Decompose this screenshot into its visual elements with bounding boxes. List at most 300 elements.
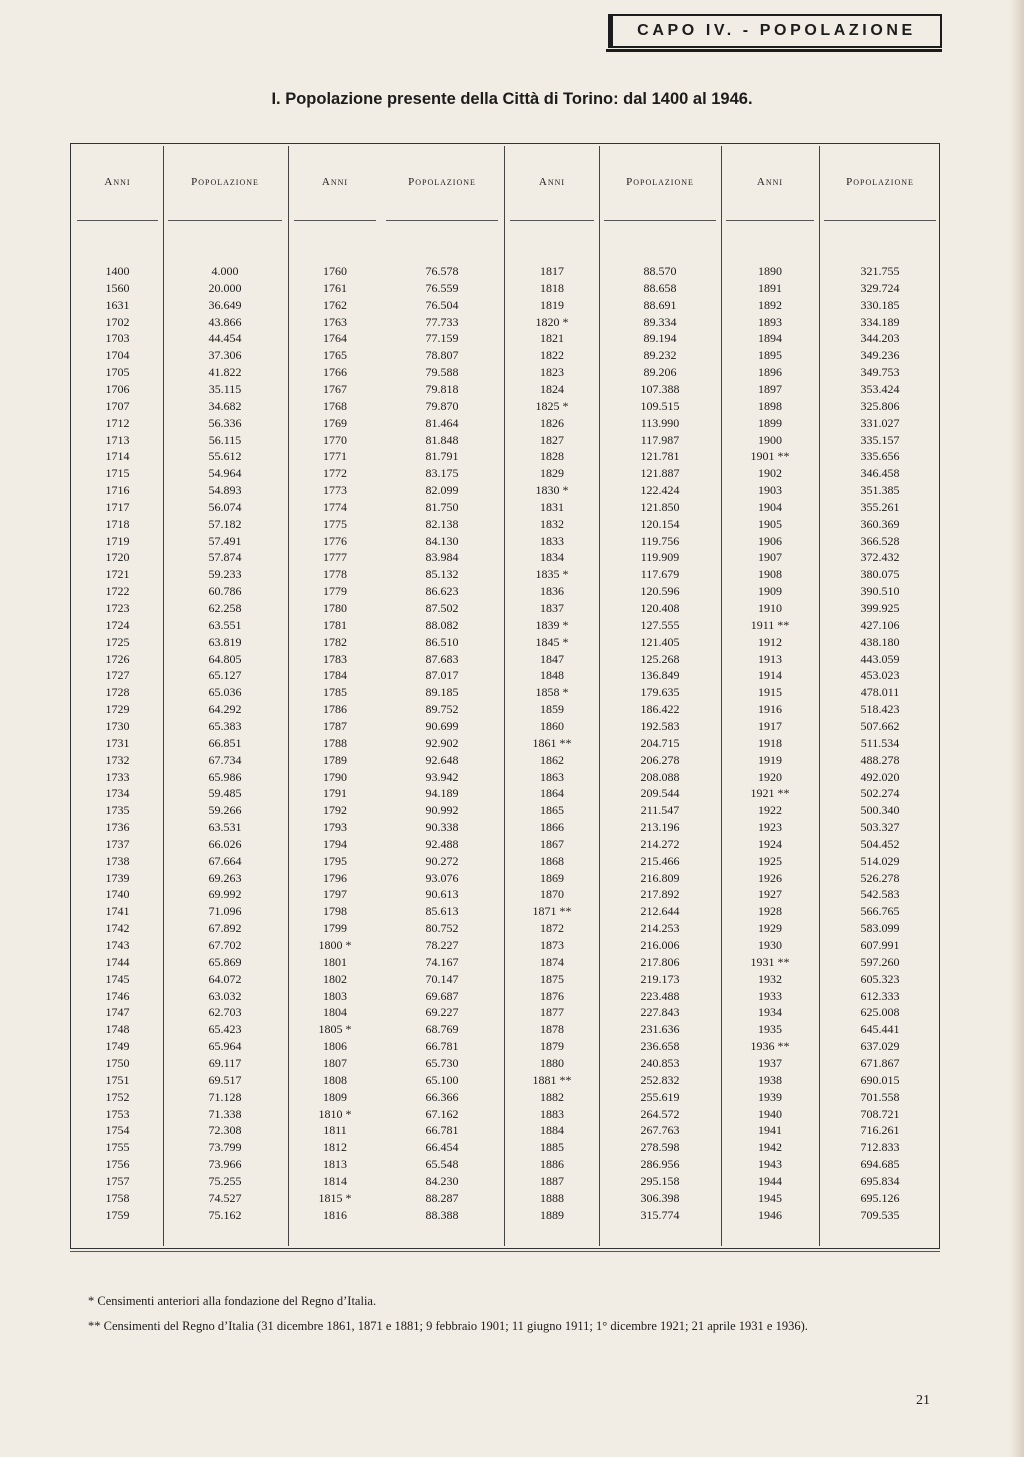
population-cell: 82.138 (425, 516, 459, 531)
population-cell: 68.769 (425, 1022, 459, 1037)
population-cell: 216.809 (640, 870, 680, 885)
year-cell: 1816 (323, 1207, 347, 1222)
population-cell: 94.189 (425, 786, 459, 801)
year-cell: 1927 (758, 887, 782, 902)
year-cell: 1825 * (535, 398, 569, 413)
year-cell: 1808 (323, 1072, 347, 1087)
population-cell: 329.724 (860, 280, 900, 295)
population-cell: 69.687 (425, 988, 459, 1003)
population-cell: 127.555 (640, 617, 680, 632)
population-cell: 66.781 (425, 1123, 459, 1138)
year-cell: 1748 (105, 1022, 130, 1037)
year-cell: 1831 (540, 499, 564, 514)
year-cell: 1912 (758, 634, 782, 649)
population-cell: 453.023 (860, 668, 900, 683)
population-cell: 87.502 (425, 601, 459, 615)
population-cell: 690.015 (860, 1072, 900, 1087)
year-cell: 1775 (323, 516, 347, 531)
population-cell: 88.388 (425, 1207, 459, 1222)
year-cell: 1797 (323, 887, 347, 902)
year-cell: 1758 (105, 1190, 130, 1205)
year-cell: 1868 (540, 853, 564, 868)
year-cell: 1875 (540, 971, 564, 986)
population-cell: 74.527 (208, 1190, 242, 1205)
population-cell: 514.029 (860, 853, 900, 868)
population-cell: 349.236 (860, 348, 900, 363)
population-cell: 57.491 (208, 533, 242, 548)
population-cell: 69.227 (425, 1005, 459, 1020)
population-cell: 65.869 (208, 954, 242, 969)
population-cell: 54.964 (208, 466, 242, 481)
population-cell: 209.544 (640, 786, 680, 801)
year-cell: 1768 (323, 398, 347, 413)
population-cell: 20.000 (208, 280, 242, 295)
population-cell: 76.559 (425, 280, 459, 295)
population-cell: 90.699 (425, 718, 459, 733)
population-cell: 93.076 (425, 870, 459, 885)
population-cell: 121.781 (640, 449, 680, 464)
year-cell: 1909 (758, 584, 782, 599)
year-cell: 1783 (323, 651, 347, 666)
year-cell: 1859 (540, 702, 564, 717)
year-cell: 1631 (105, 297, 130, 312)
year-cell: 1928 (758, 904, 782, 919)
population-cell: 107.388 (640, 381, 680, 396)
population-cell: 346.458 (860, 466, 900, 481)
population-cell: 227.843 (640, 1005, 680, 1020)
population-cell: 120.408 (640, 601, 680, 615)
year-cell: 1907 (758, 550, 782, 565)
population-cell: 66.454 (425, 1140, 459, 1155)
year-cell: 1741 (105, 904, 130, 919)
population-cell: 278.598 (640, 1140, 680, 1155)
year-cell: 1879 (540, 1039, 564, 1054)
population-cell: 41.822 (208, 365, 242, 380)
year-cell: 1790 (323, 769, 347, 784)
year-cell: 1747 (105, 1005, 130, 1020)
year-cell: 1704 (105, 348, 130, 363)
population-cell: 712.833 (860, 1140, 900, 1155)
population-cell: 206.278 (640, 752, 680, 767)
population-cell: 34.682 (208, 398, 242, 413)
year-cell: 1809 (323, 1089, 347, 1104)
header-rule (294, 220, 376, 221)
year-cell: 1934 (758, 1005, 782, 1020)
page-edge-shadow (1010, 0, 1024, 1457)
population-cell: 55.612 (208, 449, 242, 464)
year-cell: 1560 (105, 280, 130, 295)
year-cell: 1766 (323, 365, 347, 380)
population-cell: 92.902 (425, 735, 459, 750)
population-cell: 37.306 (208, 348, 242, 363)
year-cell: 1863 (540, 769, 564, 784)
year-cell: 1847 (540, 651, 564, 666)
year-cell: 1901 ** (750, 449, 790, 464)
year-cell: 1869 (540, 870, 564, 885)
page-number: 21 (916, 1393, 930, 1408)
population-cell: 71.128 (208, 1089, 242, 1104)
header-rule (77, 220, 158, 221)
year-cell: 1725 (105, 634, 130, 649)
population-cell: 117.987 (640, 432, 680, 447)
year-cell: 1738 (105, 853, 130, 868)
year-cell: 1805 * (318, 1022, 352, 1037)
population-cell: 335.157 (860, 432, 900, 447)
population-cell: 67.892 (208, 921, 242, 936)
population-cell: 214.272 (640, 836, 680, 851)
population-cell: 81.848 (425, 432, 459, 447)
year-cell: 1889 (540, 1207, 564, 1222)
header-rule (386, 220, 498, 221)
population-cell: 69.992 (208, 887, 242, 902)
year-cell: 1745 (105, 971, 130, 986)
year-cell: 1716 (105, 483, 130, 498)
year-cell: 1839 * (535, 617, 569, 632)
population-cell: 65.986 (208, 769, 242, 784)
population-cell: 56.336 (208, 415, 242, 430)
year-cell: 1898 (758, 398, 782, 413)
population-cell: 526.278 (860, 870, 900, 885)
year-cell: 1913 (758, 651, 782, 666)
population-cell: 518.423 (860, 702, 900, 717)
population-cell: 63.531 (208, 820, 242, 835)
year-cell: 1778 (323, 567, 347, 582)
year-cell: 1724 (105, 617, 130, 632)
population-cell: 78.807 (425, 348, 459, 363)
population-cell: 542.583 (860, 887, 900, 902)
year-cell: 1946 (758, 1207, 782, 1222)
year-cell: 1944 (758, 1173, 782, 1188)
year-cell: 1719 (105, 533, 130, 548)
population-cell: 217.806 (640, 954, 680, 969)
population-cell: 716.261 (860, 1123, 900, 1138)
year-cell: 1800 * (318, 938, 352, 952)
population-cell: 295.158 (640, 1173, 680, 1188)
year-cell: 1777 (323, 550, 347, 565)
population-cell: 121.887 (640, 466, 680, 481)
header-anni: Anni (104, 176, 131, 188)
population-cell: 502.274 (860, 786, 900, 801)
population-cell: 121.405 (640, 634, 680, 649)
year-cell: 1720 (105, 550, 130, 565)
population-cell: 69.117 (208, 1055, 242, 1070)
year-cell: 1789 (323, 752, 347, 767)
year-cell: 1779 (323, 584, 347, 599)
year-cell: 1848 (540, 668, 564, 683)
population-cell: 70.147 (425, 971, 459, 986)
year-cell: 1780 (323, 601, 347, 615)
year-cell: 1835 * (535, 567, 569, 582)
header-rule (168, 220, 282, 221)
population-cell: 213.196 (640, 820, 680, 835)
year-cell: 1813 (323, 1157, 347, 1172)
year-cell: 1899 (758, 415, 782, 430)
year-cell: 1750 (105, 1055, 130, 1070)
year-cell: 1728 (105, 685, 130, 700)
population-cell: 83.984 (425, 550, 459, 565)
year-cell: 1772 (323, 466, 347, 481)
year-cell: 1874 (540, 954, 564, 969)
population-cell: 286.956 (640, 1157, 680, 1172)
population-cell: 65.100 (425, 1072, 459, 1087)
population-cell: 179.635 (640, 685, 680, 700)
population-cell: 119.909 (640, 550, 680, 565)
year-cell: 1737 (105, 836, 130, 851)
population-cell: 335.656 (860, 449, 900, 464)
population-cell: 671.867 (860, 1055, 900, 1070)
year-cell: 1920 (758, 769, 782, 784)
year-cell: 1715 (105, 466, 130, 481)
year-cell: 1756 (105, 1157, 130, 1172)
population-cell: 65.423 (208, 1022, 242, 1037)
year-cell: 1906 (758, 533, 782, 548)
year-cell: 1871 ** (532, 904, 572, 919)
population-cell: 120.154 (640, 516, 680, 531)
header-anni: Anni (538, 176, 566, 188)
year-cell: 1921 ** (750, 786, 790, 801)
year-cell: 1726 (105, 651, 130, 666)
chapter-heading: CAPO IV. - POPOLAZIONE (608, 14, 942, 48)
year-cell: 1890 (758, 264, 782, 278)
population-cell: 709.535 (860, 1207, 900, 1222)
year-cell: 1731 (105, 735, 130, 750)
population-cell: 566.765 (860, 904, 900, 919)
year-cell: 1943 (758, 1157, 782, 1172)
population-cell: 192.583 (640, 718, 680, 733)
year-cell: 1785 (323, 685, 347, 700)
population-cell: 93.942 (425, 769, 459, 784)
year-cell: 1799 (323, 921, 347, 936)
population-cell: 79.588 (425, 365, 459, 380)
population-cell: 443.059 (860, 651, 900, 666)
year-cell: 1732 (105, 752, 130, 767)
year-cell: 1705 (105, 365, 130, 380)
year-cell: 1712 (105, 415, 130, 430)
header-popolazione: Popolazione (408, 176, 476, 188)
population-cell: 694.685 (860, 1157, 900, 1172)
population-cell: 65.036 (208, 685, 242, 700)
year-cell: 1769 (323, 415, 347, 430)
year-cell: 1735 (105, 803, 130, 818)
year-cell: 1744 (105, 954, 130, 969)
population-cell: 59.485 (208, 786, 242, 801)
population-cell: 214.253 (640, 921, 680, 936)
year-cell: 1753 (105, 1106, 130, 1121)
year-cell: 1761 (323, 280, 347, 295)
population-cell: 88.658 (643, 280, 677, 295)
population-cell: 57.182 (208, 516, 242, 531)
population-cell: 87.017 (425, 668, 459, 683)
population-cell: 223.488 (640, 988, 680, 1003)
population-cell: 478.011 (860, 685, 900, 700)
population-cell: 64.805 (208, 651, 242, 666)
population-cell: 212.644 (640, 904, 680, 919)
year-cell: 1717 (105, 499, 130, 514)
year-cell: 1888 (540, 1190, 564, 1205)
population-cell: 492.020 (860, 769, 900, 784)
population-cell: 349.753 (860, 365, 900, 380)
year-cell: 1757 (105, 1173, 130, 1188)
year-cell: 1727 (105, 668, 130, 683)
year-cell: 1812 (323, 1140, 347, 1155)
population-cell: 504.452 (860, 836, 900, 851)
year-cell: 1706 (105, 381, 130, 396)
population-cell: 60.786 (208, 584, 242, 599)
population-cell: 334.189 (860, 314, 900, 329)
header-rule (824, 220, 936, 221)
year-cell: 1803 (323, 988, 347, 1003)
year-cell: 1870 (540, 887, 564, 902)
population-cell: 89.752 (425, 702, 459, 717)
table-title: I. Popolazione presente della Città di Torino: dal 1400 al 1946. (271, 90, 753, 108)
year-cell: 1867 (540, 836, 564, 851)
population-cell: 331.027 (860, 415, 900, 430)
population-cell: 695.126 (860, 1190, 900, 1205)
column-divider (504, 146, 505, 1246)
population-cell: 44.454 (208, 331, 242, 346)
year-cell: 1866 (540, 820, 564, 835)
year-cell: 1903 (758, 483, 782, 498)
year-cell: 1876 (540, 988, 564, 1003)
year-cell: 1751 (105, 1072, 130, 1087)
population-cell: 66.026 (208, 836, 242, 851)
year-cell: 1937 (758, 1055, 782, 1070)
population-cell: 219.173 (640, 971, 680, 986)
population-cell: 79.870 (425, 398, 459, 413)
year-cell: 1773 (323, 483, 347, 498)
year-cell: 1880 (540, 1055, 564, 1070)
year-cell: 1933 (758, 988, 782, 1003)
year-cell: 1729 (105, 702, 130, 717)
year-cell: 1939 (758, 1089, 782, 1104)
year-cell: 1935 (758, 1022, 782, 1037)
population-cell: 76.578 (425, 264, 459, 278)
population-cell: 75.255 (208, 1173, 242, 1188)
population-cell: 695.834 (860, 1173, 900, 1188)
population-cell: 438.180 (860, 634, 900, 649)
year-cell: 1762 (323, 297, 347, 312)
year-cell: 1806 (323, 1039, 347, 1054)
population-cell: 62.258 (208, 601, 242, 615)
year-cell: 1746 (105, 988, 130, 1003)
population-cell: 4.000 (211, 264, 239, 278)
year-cell: 1941 (758, 1123, 782, 1138)
population-cell: 321.755 (860, 264, 900, 278)
population-cell: 330.185 (860, 297, 900, 312)
year-cell: 1885 (540, 1140, 564, 1155)
population-cell: 267.763 (640, 1123, 680, 1138)
population-cell: 503.327 (860, 820, 900, 835)
population-cell: 612.333 (860, 988, 900, 1003)
year-cell: 1864 (540, 786, 564, 801)
population-cell: 59.266 (208, 803, 242, 818)
year-cell: 1945 (758, 1190, 782, 1205)
population-cell: 366.528 (860, 533, 900, 548)
year-cell: 1826 (540, 415, 564, 430)
population-cell: 315.774 (640, 1207, 680, 1222)
population-cell: 83.175 (425, 466, 459, 481)
year-cell: 1930 (758, 938, 782, 952)
population-cell: 63.819 (208, 634, 242, 649)
population-cell: 85.613 (425, 904, 459, 919)
year-cell: 1784 (323, 668, 347, 683)
year-cell: 1739 (105, 870, 130, 885)
year-cell: 1823 (540, 365, 564, 380)
population-cell: 71.338 (208, 1106, 242, 1121)
population-cell: 73.966 (208, 1157, 242, 1172)
population-cell: 500.340 (860, 803, 900, 818)
population-cell: 65.964 (208, 1039, 242, 1054)
year-cell: 1736 (105, 820, 130, 835)
population-cell: 56.115 (208, 432, 242, 447)
year-cell: 1922 (758, 803, 782, 818)
population-cell: 86.623 (425, 584, 459, 599)
table-bottom-rule (70, 1251, 940, 1252)
year-cell: 1817 (540, 264, 564, 278)
population-cell: 136.849 (640, 668, 680, 683)
year-cell: 1908 (758, 567, 782, 582)
population-cell: 264.572 (640, 1106, 680, 1121)
population-cell: 208.088 (640, 769, 680, 784)
year-cell: 1774 (323, 499, 347, 514)
year-cell: 1872 (540, 921, 564, 936)
year-cell: 1887 (540, 1173, 564, 1188)
population-cell: 92.488 (425, 836, 459, 851)
year-cell: 1810 * (318, 1106, 352, 1121)
population-cell: 701.558 (860, 1089, 900, 1104)
population-cell: 511.534 (860, 735, 900, 750)
year-cell: 1400 (105, 264, 130, 278)
year-cell: 1798 (323, 904, 347, 919)
year-cell: 1781 (323, 617, 347, 632)
year-cell: 1794 (323, 836, 347, 851)
year-cell: 1763 (323, 314, 347, 329)
population-cell: 236.658 (640, 1039, 680, 1054)
population-cell: 77.159 (425, 331, 459, 346)
header-rule (510, 220, 594, 221)
population-cell: 255.619 (640, 1089, 680, 1104)
year-cell: 1862 (540, 752, 564, 767)
year-cell: 1829 (540, 466, 564, 481)
year-cell: 1707 (105, 398, 130, 413)
population-cell: 92.648 (425, 752, 459, 767)
population-cell: 79.818 (425, 381, 459, 396)
year-cell: 1814 (323, 1173, 347, 1188)
population-cell: 597.260 (860, 954, 900, 969)
population-cell: 380.075 (860, 567, 900, 582)
year-cell: 1877 (540, 1005, 564, 1020)
year-cell: 1822 (540, 348, 564, 363)
population-cell: 77.733 (425, 314, 459, 329)
population-cell: 81.464 (425, 415, 459, 430)
year-cell: 1764 (323, 331, 347, 346)
year-cell: 1742 (105, 921, 130, 936)
year-cell: 1771 (323, 449, 347, 464)
year-cell: 1936 ** (750, 1039, 790, 1054)
population-cell: 89.334 (643, 314, 677, 329)
year-cell: 1802 (323, 971, 347, 986)
year-cell: 1925 (758, 853, 782, 868)
year-cell: 1897 (758, 381, 782, 396)
population-cell: 88.570 (643, 264, 677, 278)
population-cell: 89.232 (643, 348, 677, 363)
year-cell: 1787 (323, 718, 347, 733)
year-cell: 1815 * (318, 1190, 352, 1205)
year-cell: 1734 (105, 786, 130, 801)
year-cell: 1926 (758, 870, 782, 885)
population-cell: 66.781 (425, 1039, 459, 1054)
population-cell: 89.206 (643, 365, 677, 380)
